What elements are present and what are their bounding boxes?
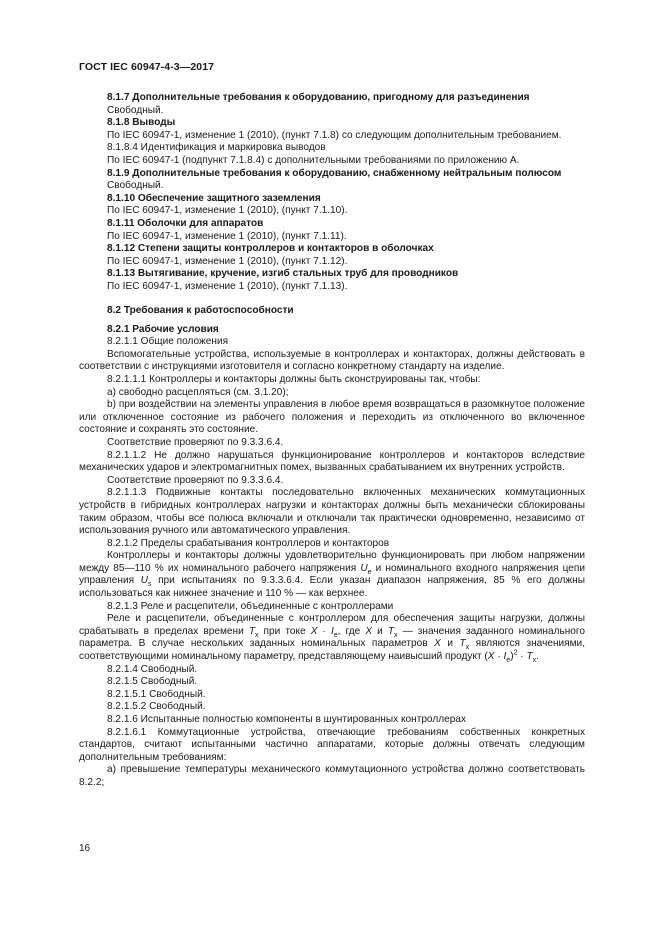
- symbol: U: [360, 562, 368, 574]
- symbol: X: [365, 625, 373, 637]
- paragraph: Свободный.: [107, 180, 164, 192]
- text-run: и номинального входного напряжения цепи управления: [79, 562, 585, 587]
- section-heading: 8.1.13 Вытягивание, кручение, изгиб стальных труб для проводников: [107, 268, 459, 280]
- paragraph-relay-timing: [79, 613, 585, 663]
- paragraph: 8.2.1.1 Общие положения: [107, 336, 229, 348]
- list-item: b) при воздействии на элементы управления в любое время возвращаться в разомкнутое положение или отключенное состояние из рабочего положения и переходить из отключенного во включенное состояние и сохранять это состояние.: [79, 399, 585, 436]
- subscript: e: [367, 568, 372, 576]
- paragraph: По IEC 60947-1, изменение 1 (2010), (пункт 7.1.11).: [107, 230, 347, 242]
- text-run: являются значениями, соответствующими номинальному параметру, представляющему наивысший продукт (: [79, 638, 586, 663]
- section-heading: 8.1.12 Степени защиты контроллеров и контакторов в оболочках: [107, 243, 434, 255]
- symbol: T: [248, 625, 255, 637]
- text-run: и: [440, 638, 460, 650]
- text-run: — значения заданного номинального параметра. В случае нескольких заданных номинальных параметров: [79, 625, 585, 650]
- text-run: ·: [517, 651, 527, 663]
- symbol: T: [526, 651, 533, 663]
- text-run: , где: [337, 625, 366, 637]
- paragraph: 8.2.1.2 Пределы срабатывания контроллеров и контакторов: [107, 537, 390, 549]
- section-heading: 8.1.11 Оболочки для аппаратов: [107, 217, 264, 229]
- section-heading: 8.1.8 Выводы: [107, 117, 176, 129]
- section-heading: 8.2 Требования к работоспособности: [107, 305, 294, 316]
- symbol: I: [330, 625, 334, 637]
- paragraph: 8.2.1.1.3 Подвижные контакты последовательно включенных механических коммутационных устройств в гибридных контроллерах нагрузки и контакторах должны быть механически сблокированы таким образом, чтобы все полюса включали и отключали так практически одновременно, независимо от использования ручного или автоматического управления.: [79, 487, 585, 537]
- list-item: а) превышение температуры механического коммутационного устройства должно соответствовать 8.2.2;: [79, 764, 585, 788]
- paragraph: 8.2.1.5.2 Свободный.: [107, 701, 206, 713]
- text-run: Реле и расцепители, объединенные с контроллером для обеспечения защиты нагрузки, должны срабатывать в пределах времени: [79, 613, 585, 637]
- list-item: а) свободно расцепляться (см. 3.1.20);: [107, 386, 289, 398]
- paragraph: 8.2.1.6 Испытанные полностью компоненты в шунтированных контроллерах: [107, 714, 466, 725]
- page-number: 16: [79, 843, 91, 854]
- symbol: T: [387, 625, 395, 637]
- document-body: [79, 92, 585, 790]
- paragraph: 8.2.1.6.1 Коммутационные устройства, отвечающие требованиям собственных конкретных стандартов, считают испытанными частично аппаратами, которые должны отвечать следующим дополнительным требованиям:: [79, 726, 585, 763]
- superscript: 2: [513, 649, 518, 657]
- symbol: X: [487, 651, 495, 663]
- paragraph: Соответствие проверяют по 9.3.3.6.4.: [107, 474, 284, 486]
- symbol: T: [459, 638, 466, 650]
- paragraph: 8.2.1.5.1 Свободный.: [107, 688, 206, 700]
- paragraph: По IEC 60947-1, изменение 1 (2010), (пункт 7.1.8) со следующим дополнительным требованием.: [107, 129, 562, 141]
- paragraph: 8.2.1.4 Свободный.: [107, 663, 198, 675]
- paragraph: По IEC 60947-1, изменение 1 (2010), (пункт 7.1.13).: [107, 280, 348, 292]
- paragraph: Соответствие проверяют по 9.3.3.6.4.: [107, 436, 284, 448]
- paragraph: 8.2.1.5 Свободный.: [107, 676, 198, 688]
- paragraph: Свободный.: [107, 104, 164, 116]
- text-run: при испытаниях по 9.3.3.6.4. Если указан диапазон напряжения, 85 % его должны использоваться как нижнее значение и 110 % — как верхнее.: [79, 575, 585, 600]
- text-run: при токе: [258, 625, 311, 637]
- paragraph: По IEC 60947-1, изменение 1 (2010), (пункт 7.1.12).: [107, 255, 348, 267]
- text-run: ·: [494, 651, 504, 663]
- section-heading: 8.2.1 Рабочие условия: [107, 323, 219, 335]
- subscript: x: [394, 631, 398, 639]
- subscript: e: [506, 657, 511, 665]
- paragraph: По IEC 60947-1, изменение 1 (2010), (пункт 7.1.10).: [107, 205, 348, 217]
- symbol: X: [434, 638, 441, 650]
- text-run: ): [510, 651, 514, 663]
- paragraph-voltage-limits: [79, 550, 585, 600]
- text-run: ·: [317, 625, 331, 637]
- paragraph: Вспомогательные устройства, используемые в контроллерах и контакторах, должны действовать в соответствии с инструкциями изготовителя и согласно конкретному стандарту на изделие.: [79, 348, 585, 373]
- paragraph: По IEC 60947-1 (подпункт 7.1.8.4) с дополнительными требованиями по приложению А.: [107, 154, 520, 166]
- document-header: ГОСТ IEC 60947-4-3—2017: [79, 61, 215, 73]
- subscript: e: [333, 631, 338, 639]
- section-heading: 8.1.7 Дополнительные требования к оборудованию, пригодному для разъединения: [107, 92, 530, 103]
- subscript: x: [254, 631, 259, 639]
- subscript: x: [465, 644, 470, 652]
- subscript: s: [147, 581, 152, 589]
- section-heading: 8.1.10 Обеспечение защитного заземления: [107, 192, 321, 204]
- symbol: I: [503, 651, 507, 663]
- symbol: U: [140, 575, 148, 587]
- paragraph: 8.2.1.1.1 Контроллеры и контакторы должны быть сконструированы так, чтобы:: [107, 373, 481, 385]
- symbol: X: [310, 625, 318, 637]
- text-run: Контроллеры и контакторы должны удовлетворительно функционировать при любом напряжении между 85—110 % их номинального рабочего напряжения: [79, 550, 585, 574]
- subscript: x: [532, 657, 537, 665]
- text-run: и: [372, 625, 388, 637]
- text-run: .: [536, 651, 539, 663]
- section-heading: 8.1.9 Дополнительные требования к оборудованию, снабженному нейтральным полюсом: [107, 167, 562, 179]
- paragraph: 8.2.1.1.2 Не должно нарушаться функционирование контроллеров и контакторов вследствие механических ударов и электромагнитных помех, вызванных срабатыванием их внутренних устройств.: [79, 449, 585, 474]
- paragraph: 8.2.1.3 Реле и расцепители, объединенные с контроллерами: [107, 600, 394, 612]
- paragraph: 8.1.8.4 Идентификация и маркировка выводов: [107, 142, 326, 154]
